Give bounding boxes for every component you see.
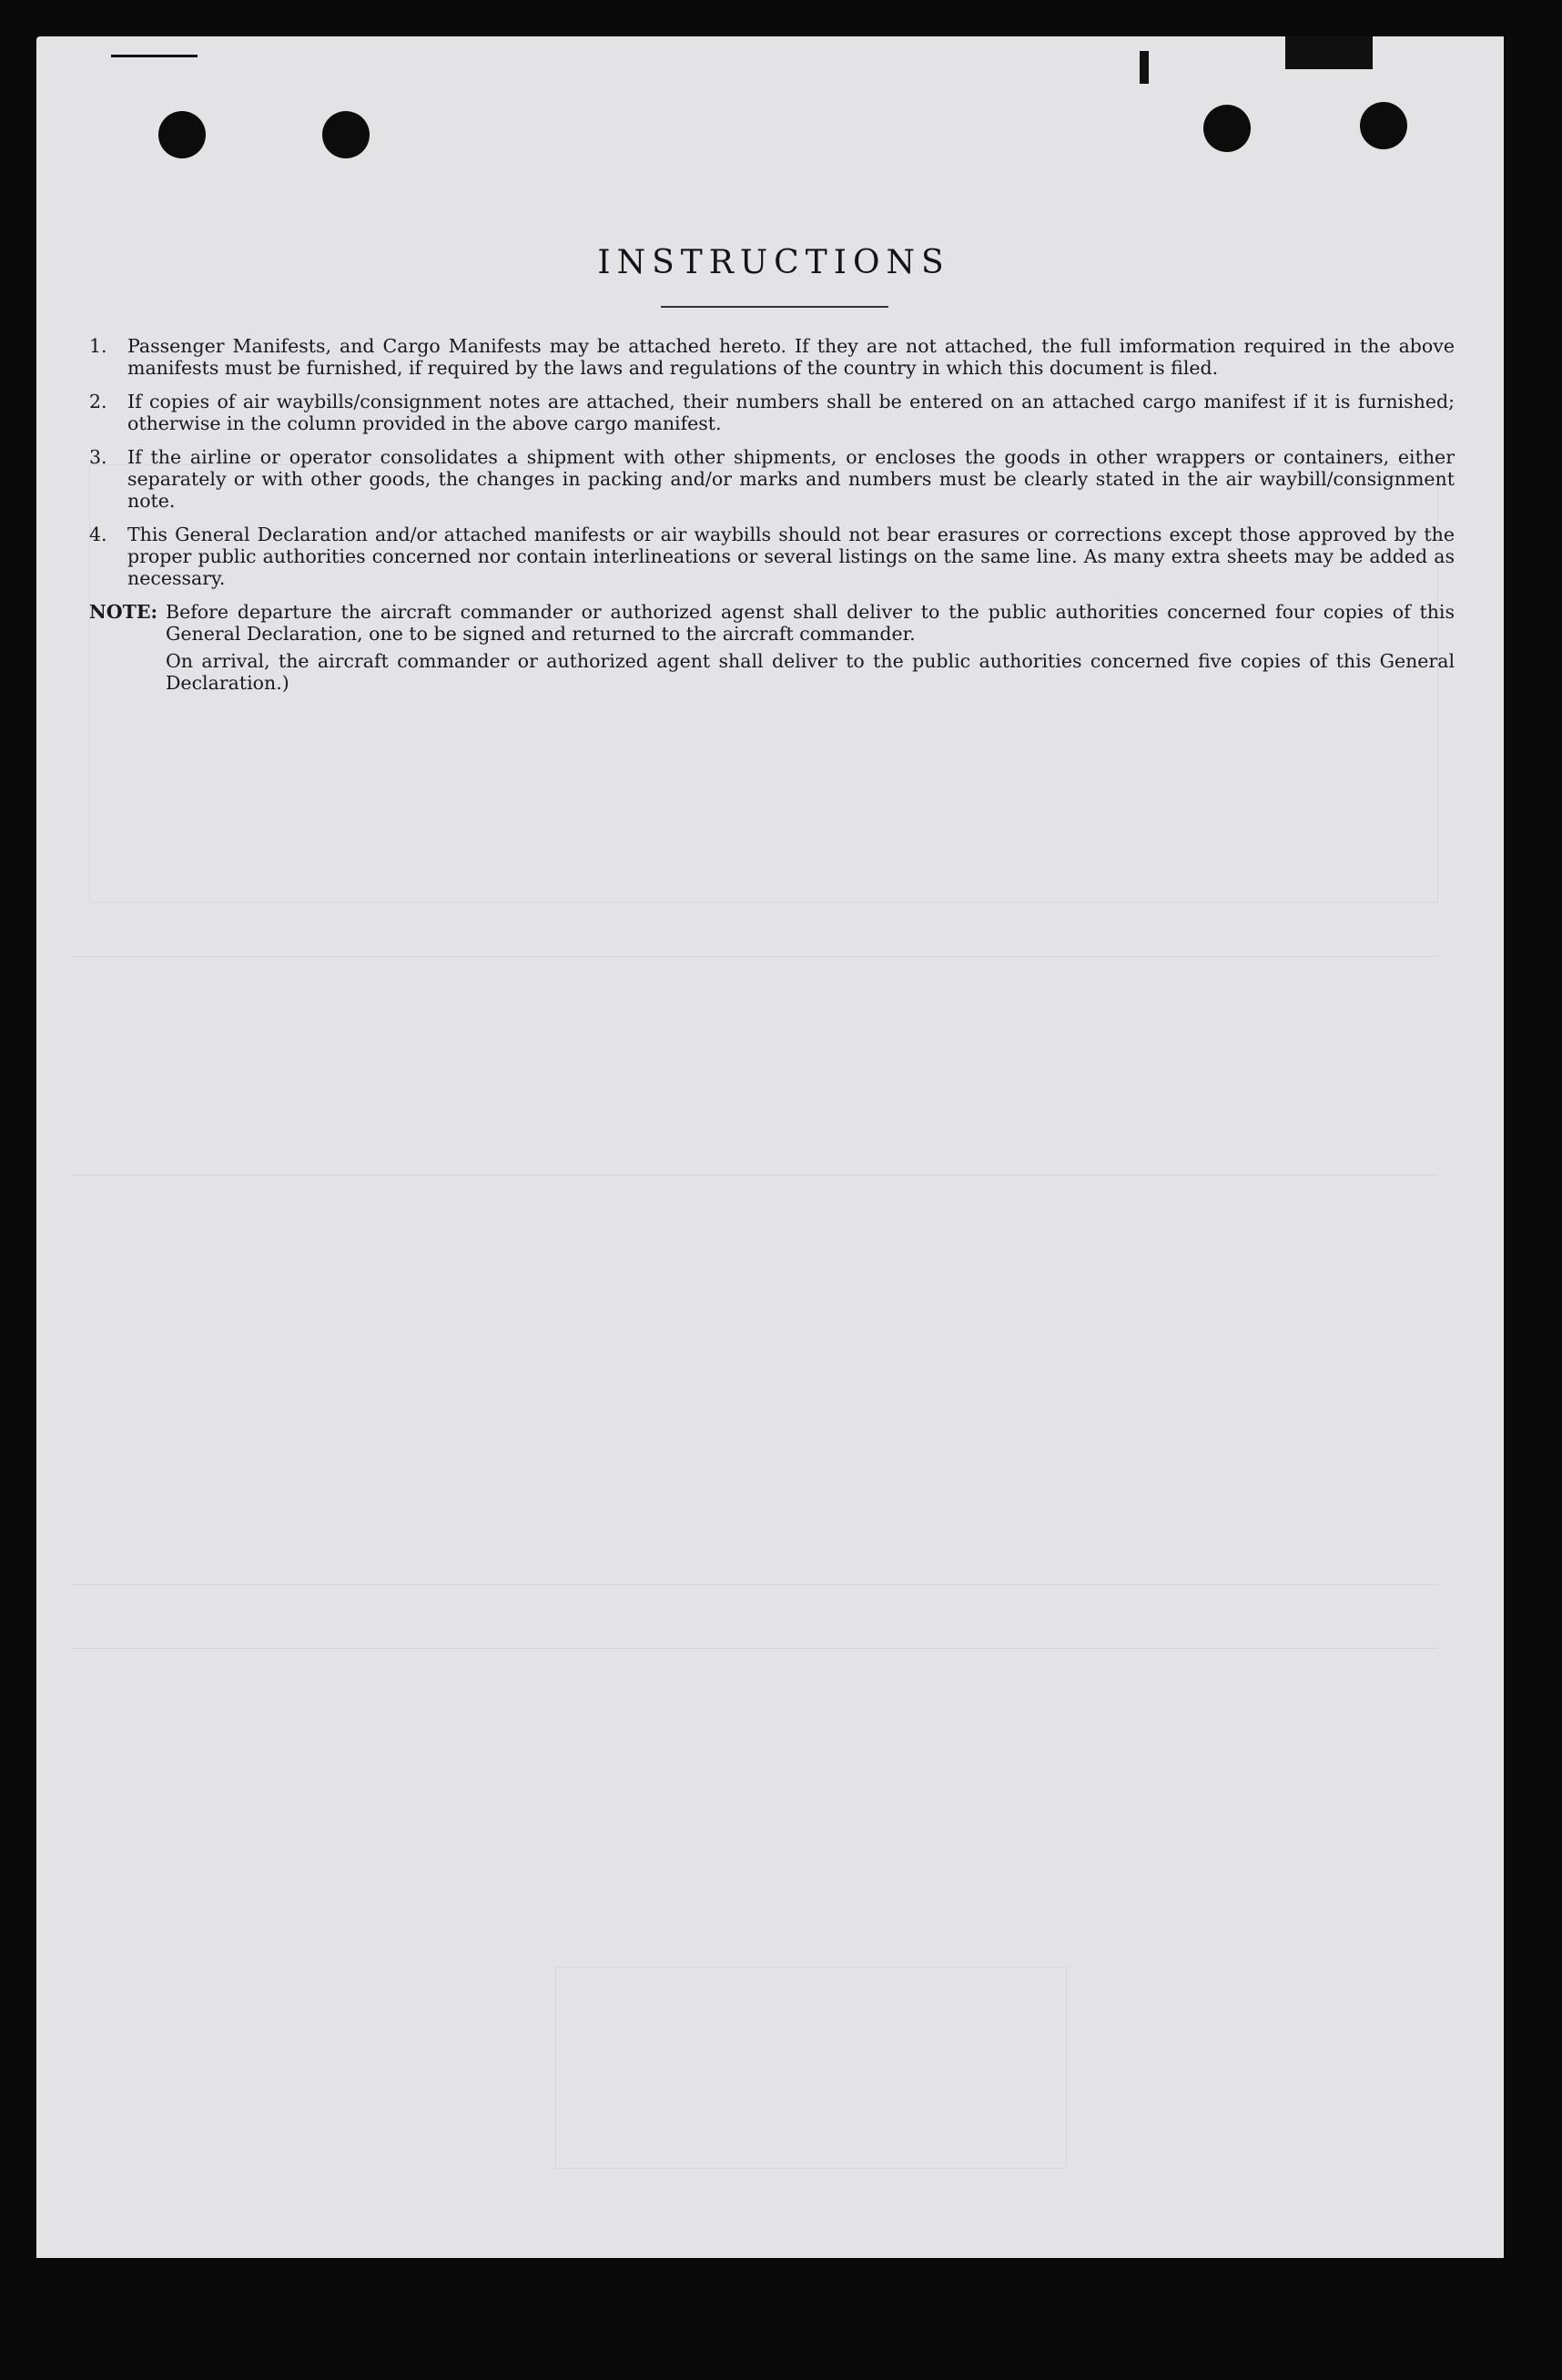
note-body [166, 601, 1455, 699]
instruction-text: Passenger Manifests, and Cargo Manifests may be attached hereto. If they are not attached, the full imformation required in the above manifests must be furnished, if required by the laws and regulations of the country in which this document is filed. [127, 335, 1455, 379]
page-title: INSTRUCTIONS [597, 244, 950, 281]
punch-hole [158, 111, 206, 158]
note-paragraph: On arrival, the aircraft commander or authorized agent shall deliver to the public authorities concerned five copies of this General Declaration.) [166, 650, 1455, 694]
note-label: NOTE: [89, 601, 158, 623]
instruction-text: If the airline or operator consolidates a shipment with other shipments, or encloses the goods in other wrappers or containers, either separately or with other goods, the changes in packing and/or marks and numbers must be clearly stated in the air waybill/consignment note. [127, 446, 1455, 512]
instruction-number: 2. [89, 391, 107, 412]
instruction-text: If copies of air waybills/consignment notes are attached, their numbers shall be entered on an attached cargo manifest if it is furnished; otherwise in the column provided in the above cargo manifest. [127, 391, 1455, 434]
bleed-through-signature-box [555, 1967, 1067, 2169]
bleed-through-line [73, 1648, 1438, 1649]
instruction-item [89, 524, 1455, 589]
punch-hole [322, 111, 370, 158]
instruction-text: This General Declaration and/or attached manifests or air waybills should not bear erasures or corrections except those approved by the proper public authorities concerned nor contain interlineations or several listings on the same line. As many extra sheets may be added as necessary. [127, 524, 1455, 589]
note-paragraph: Before departure the aircraft commander or authorized agenst shall deliver to the public authorities concerned four copies of this General Declaration, one to be signed and returned to the aircraft commander. [166, 601, 1455, 645]
bleed-through-line [73, 1584, 1438, 1585]
instruction-item [89, 391, 1455, 434]
instruction-number: 4. [89, 524, 107, 545]
instruction-item [89, 335, 1455, 379]
instruction-number: 1. [89, 335, 107, 357]
instructions-list [89, 335, 1455, 699]
instruction-number: 3. [89, 446, 107, 468]
tape-mark [1140, 51, 1149, 84]
punch-hole [1360, 102, 1407, 149]
title-underline [661, 306, 888, 308]
tape-mark [1285, 36, 1373, 69]
bleed-through-line [73, 956, 1438, 957]
pencil-mark [111, 55, 198, 57]
instruction-item [89, 446, 1455, 512]
note-section [89, 601, 1455, 699]
punch-hole [1203, 105, 1251, 152]
